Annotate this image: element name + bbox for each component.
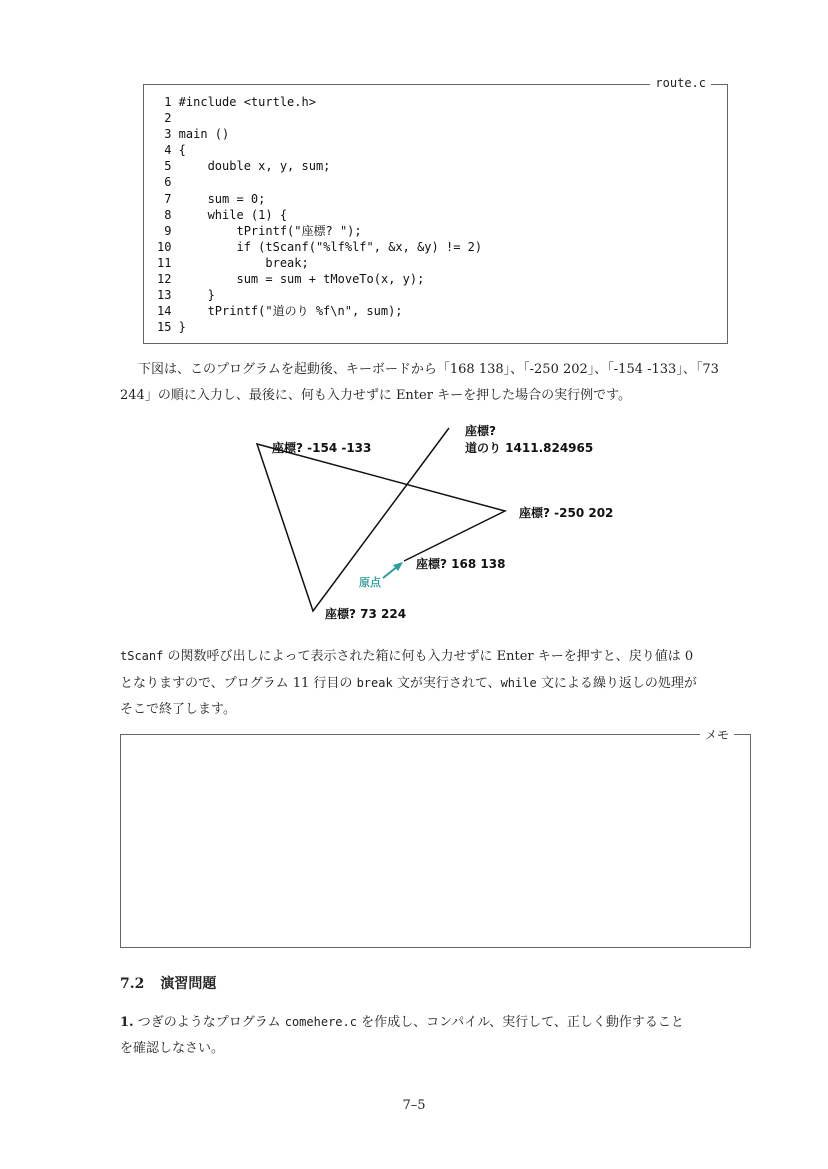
page-number: 7–5 (402, 1098, 426, 1113)
explanation-text-2e: 文による繰り返しの処理が (536, 676, 697, 691)
point-label-2: 座標? -250 202 (519, 506, 614, 520)
explanation-text-1: の関数呼び出しによって表示された箱に何も入力せずに Enter キーを押すと、戻り値は 0 (163, 649, 694, 664)
code-line: 13 } (157, 288, 215, 303)
code-line: 1 #include <turtle.h> (164, 95, 316, 109)
code-filename-label: route.c (650, 76, 711, 90)
code-line: 10 if (tScanf("%lf%lf", &x, &y) != 2) (157, 239, 483, 254)
code-line: 12 sum = sum + tMoveTo(x, y); (157, 272, 425, 287)
point-label-4: 座標? 73 224 (325, 607, 407, 621)
code-line: 8 while (1) { (164, 207, 288, 222)
memo-box[interactable] (120, 728, 751, 948)
turtle-path (257, 428, 505, 611)
code-line: 2 (164, 111, 172, 126)
code-line: 3 main () (164, 127, 230, 142)
exercise-line-2: を確認しなさい。 (120, 1041, 225, 1056)
explanation-line-1 (120, 643, 752, 670)
memo-label: メモ (700, 726, 734, 743)
explanation-line-2 (120, 670, 752, 697)
code-line: 6 (164, 175, 172, 190)
code-line: 7 sum = 0; (164, 191, 266, 206)
break-code: break (356, 676, 393, 690)
code-line: 11 break; (157, 255, 309, 270)
intro-line-2: 244」の順に入力し、最後に、何も入力せずに Enter キーを押した場合の実行例です。 (120, 388, 632, 403)
tscanf-code: tScanf (120, 649, 164, 663)
exercise-text-a: つぎのようなプログラム (133, 1015, 285, 1030)
exercise-text-b: を作成し、コンパイル、実行して、正しく動作すること (356, 1015, 684, 1030)
intro-line-1: 下図は、このプログラムを起動後、キーボードから「168 138」、「-250 202」、「-154 -133」、「73 (138, 362, 719, 377)
explanation-text-2c: 文が実行されて、 (392, 676, 501, 691)
exercise-paragraph (120, 1009, 752, 1062)
code-line: 4 { (164, 143, 186, 158)
point-label-1: 座標? 168 138 (416, 557, 506, 571)
explanation-paragraph (120, 643, 752, 723)
code-line: 15 } (157, 320, 186, 335)
section-title: 演習問題 (160, 976, 217, 992)
code-line: 14 tPrintf("道のり %f\n", sum); (157, 304, 403, 319)
while-code: while (500, 676, 537, 690)
section-number: 7.2 (120, 976, 145, 992)
section-heading (120, 973, 216, 993)
point-label-3: 座標? -154 -133 (272, 441, 372, 455)
code-line: 9 tPrintf("座標? "); (164, 223, 362, 238)
distance-label: 道のり 1411.824965 (465, 441, 594, 455)
exercise-filename: comehere.c (284, 1015, 357, 1029)
explanation-text-2a: となりますので、プログラム 11 行目の (120, 676, 357, 691)
code-line: 5 double x, y, sum; (164, 159, 331, 174)
exercise-line-1 (120, 1009, 752, 1036)
explanation-line-3: そこで終了します。 (120, 702, 236, 717)
final-prompt-label: 座標? (465, 424, 496, 438)
origin-label: 原点 (359, 576, 381, 589)
exercise-number: 1. (120, 1015, 134, 1030)
